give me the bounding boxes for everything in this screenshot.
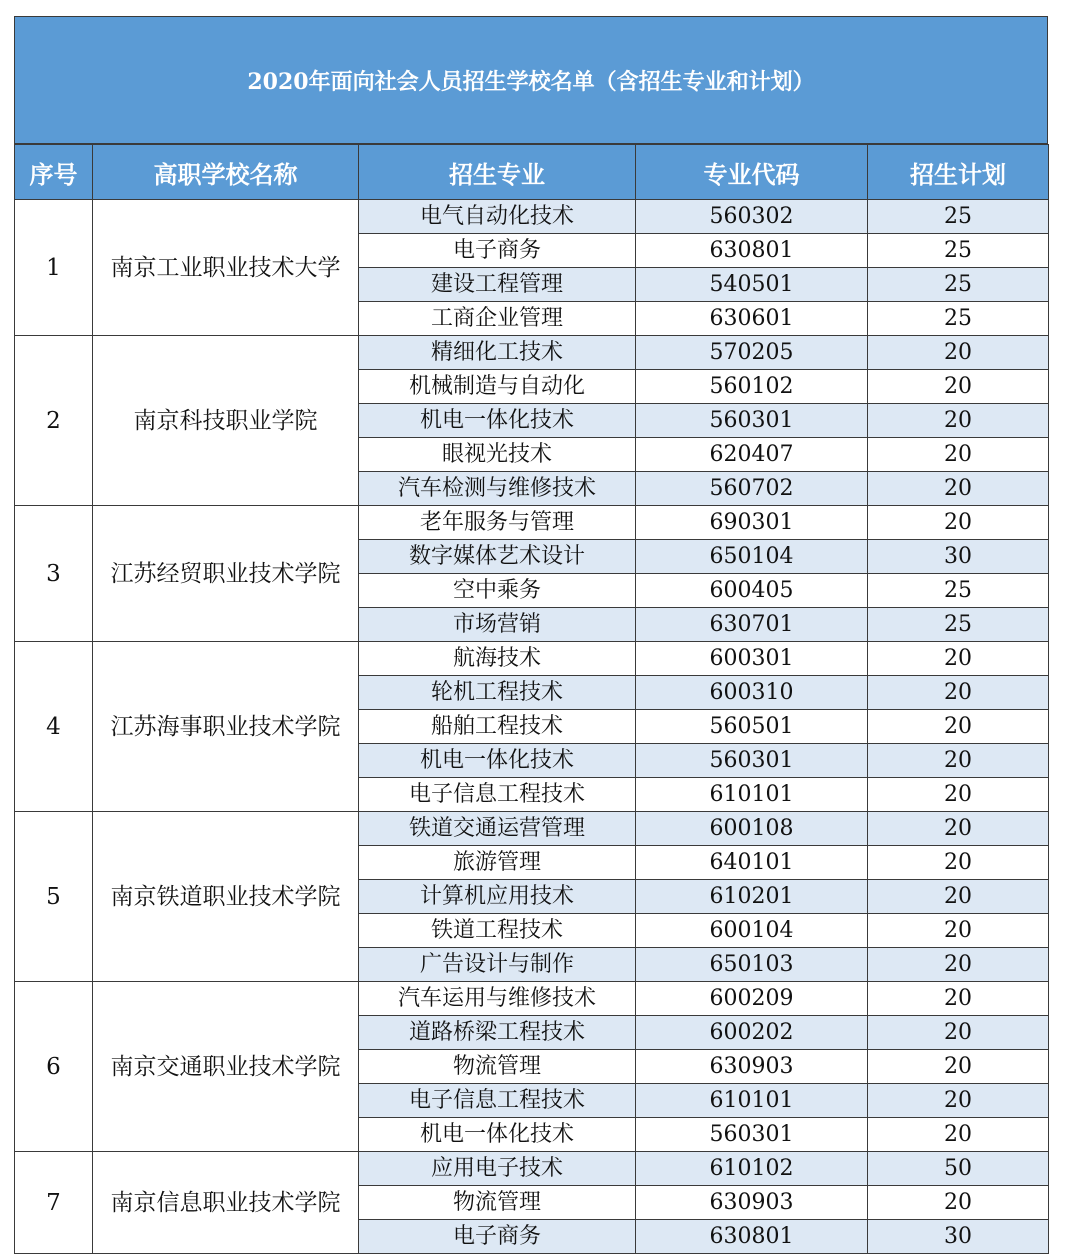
table-title: 2020年面向社会人员招生学校名单（含招生专业和计划） [247,68,815,95]
cell-major-code: 560301 [636,1118,868,1152]
header-plan: 招生计划 [868,145,1049,200]
table-row [15,200,1049,234]
cell-plan: 20 [868,744,1049,778]
table-body [15,200,1049,1254]
cell-major-code: 600405 [636,574,868,608]
cell-major-code: 630801 [636,234,868,268]
cell-major: 眼视光技术 [359,438,636,472]
cell-major-code: 600301 [636,642,868,676]
cell-school-name: 南京科技职业学院 [93,336,359,506]
cell-seq: 5 [15,812,93,982]
cell-plan: 20 [868,1050,1049,1084]
cell-plan: 20 [868,982,1049,1016]
cell-major: 电子信息工程技术 [359,778,636,812]
cell-plan: 30 [868,540,1049,574]
cell-major-code: 600104 [636,914,868,948]
header-row [15,145,1049,200]
cell-major-code: 650104 [636,540,868,574]
cell-plan: 25 [868,302,1049,336]
cell-major-code: 600209 [636,982,868,1016]
cell-major-code: 600310 [636,676,868,710]
table-row [15,982,1049,1016]
cell-major-code: 560102 [636,370,868,404]
cell-major: 电子信息工程技术 [359,1084,636,1118]
cell-major: 航海技术 [359,642,636,676]
cell-seq: 3 [15,506,93,642]
cell-major-code: 560302 [636,200,868,234]
cell-major: 电子商务 [359,1220,636,1254]
cell-major-code: 630903 [636,1186,868,1220]
cell-plan: 20 [868,812,1049,846]
cell-major: 精细化工技术 [359,336,636,370]
cell-plan: 20 [868,642,1049,676]
cell-plan: 50 [868,1152,1049,1186]
cell-plan: 25 [868,268,1049,302]
cell-plan: 20 [868,948,1049,982]
cell-major: 机电一体化技术 [359,404,636,438]
cell-school-name: 南京铁道职业技术学院 [93,812,359,982]
cell-plan: 25 [868,574,1049,608]
cell-major: 应用电子技术 [359,1152,636,1186]
cell-plan: 20 [868,472,1049,506]
cell-plan: 20 [868,1016,1049,1050]
cell-plan: 20 [868,880,1049,914]
cell-major: 物流管理 [359,1186,636,1220]
cell-plan: 20 [868,676,1049,710]
cell-school-name: 南京交通职业技术学院 [93,982,359,1152]
cell-major: 计算机应用技术 [359,880,636,914]
cell-plan: 20 [868,1084,1049,1118]
table-row [15,812,1049,846]
cell-school-name: 南京信息职业技术学院 [93,1152,359,1254]
cell-major-code: 570205 [636,336,868,370]
table-row [15,1152,1049,1186]
cell-major-code: 600108 [636,812,868,846]
cell-major-code: 560301 [636,744,868,778]
cell-major-code: 630701 [636,608,868,642]
cell-major: 工商企业管理 [359,302,636,336]
cell-major: 老年服务与管理 [359,506,636,540]
cell-major: 建设工程管理 [359,268,636,302]
cell-plan: 25 [868,234,1049,268]
cell-plan: 25 [868,200,1049,234]
cell-major: 广告设计与制作 [359,948,636,982]
cell-school-name: 江苏海事职业技术学院 [93,642,359,812]
cell-major: 旅游管理 [359,846,636,880]
cell-major-code: 610102 [636,1152,868,1186]
cell-major-code: 560501 [636,710,868,744]
cell-plan: 20 [868,404,1049,438]
cell-major-code: 610201 [636,880,868,914]
cell-major-code: 630801 [636,1220,868,1254]
cell-plan: 20 [868,1186,1049,1220]
cell-major: 电子商务 [359,234,636,268]
cell-seq: 6 [15,982,93,1152]
cell-major: 物流管理 [359,1050,636,1084]
cell-major: 汽车检测与维修技术 [359,472,636,506]
cell-major-code: 620407 [636,438,868,472]
cell-plan: 20 [868,336,1049,370]
cell-seq: 4 [15,642,93,812]
header-seq: 序号 [15,145,93,200]
cell-major: 空中乘务 [359,574,636,608]
cell-major-code: 630601 [636,302,868,336]
table-row [15,642,1049,676]
table-row [15,506,1049,540]
cell-plan: 20 [868,710,1049,744]
table-row [15,336,1049,370]
cell-major-code: 650103 [636,948,868,982]
cell-plan: 30 [868,1220,1049,1254]
cell-school-name: 江苏经贸职业技术学院 [93,506,359,642]
enrollment-table [14,144,1049,1254]
cell-plan: 20 [868,370,1049,404]
cell-major: 铁道交通运营管理 [359,812,636,846]
cell-major: 道路桥梁工程技术 [359,1016,636,1050]
cell-major-code: 540501 [636,268,868,302]
cell-major: 机电一体化技术 [359,744,636,778]
cell-plan: 20 [868,438,1049,472]
cell-major: 电气自动化技术 [359,200,636,234]
cell-plan: 20 [868,778,1049,812]
cell-major-code: 560301 [636,404,868,438]
header-major: 招生专业 [359,145,636,200]
cell-seq: 7 [15,1152,93,1254]
cell-plan: 20 [868,846,1049,880]
cell-school-name: 南京工业职业技术大学 [93,200,359,336]
cell-major-code: 690301 [636,506,868,540]
cell-seq: 2 [15,336,93,506]
cell-major: 汽车运用与维修技术 [359,982,636,1016]
cell-major-code: 630903 [636,1050,868,1084]
cell-plan: 20 [868,1118,1049,1152]
cell-major-code: 610101 [636,778,868,812]
cell-plan: 20 [868,914,1049,948]
cell-major-code: 560702 [636,472,868,506]
cell-major: 轮机工程技术 [359,676,636,710]
cell-major-code: 610101 [636,1084,868,1118]
table-title-band [14,16,1048,144]
cell-major: 机械制造与自动化 [359,370,636,404]
cell-major: 铁道工程技术 [359,914,636,948]
cell-major-code: 600202 [636,1016,868,1050]
header-code: 专业代码 [636,145,868,200]
cell-major: 市场营销 [359,608,636,642]
cell-plan: 25 [868,608,1049,642]
cell-major: 船舶工程技术 [359,710,636,744]
header-school: 高职学校名称 [93,145,359,200]
cell-major: 数字媒体艺术设计 [359,540,636,574]
cell-major: 机电一体化技术 [359,1118,636,1152]
cell-plan: 20 [868,506,1049,540]
cell-major-code: 640101 [636,846,868,880]
cell-seq: 1 [15,200,93,336]
